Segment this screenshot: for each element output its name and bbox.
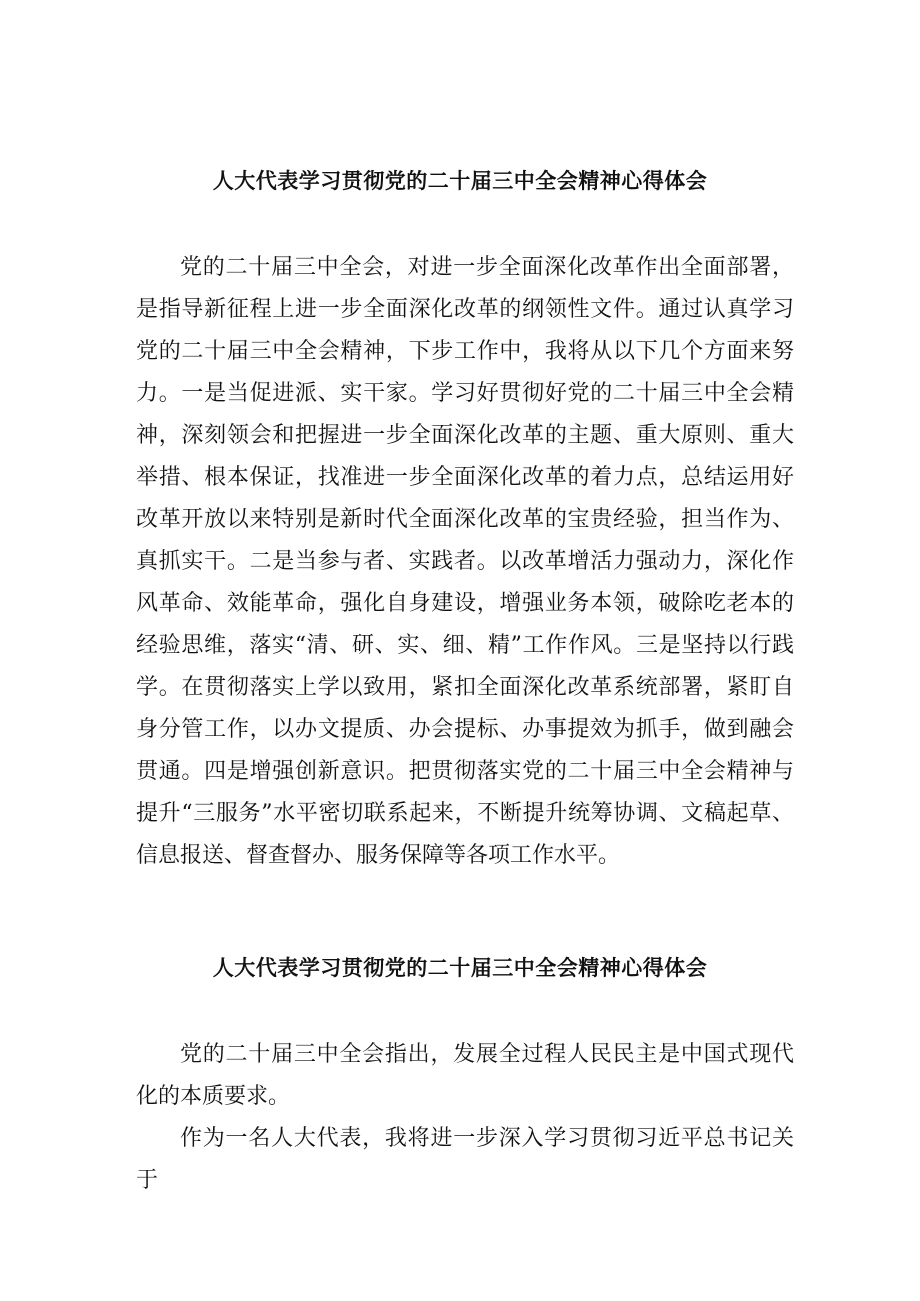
section-1-title: 人大代表学习贯彻党的二十届三中全会精神心得体会 (212, 169, 708, 193)
section-1-paragraph-1: 党的二十届三中全会，对进一步全面深化改革作出全面部署，是指导新征程上进一步全面深化改革的纲领性文件。通过认真学习党的二十届三中全会精神，下步工作中，我将从以下几个方面来努力。一是当促进派、实干家。学习好贯彻好党的二十届三中全会精神，深刻领会和把握进一步全面深化改革的主题、重大原则、重大举措、根本保证，找准进一步全面深化改革的着力点，总结运用好改革开放以来特别是新时代全面深化改革的宝贵经验，担当作为、真抓实干。二是当参与者、实践者。以改革增活力强动力，深化作风革命、效能革命，强化自身建设，增强业务本领，破除吃老本的经验思维，落实“清、研、实、细、精”工作作风。三是坚持以行践学。在贯彻落实上学以致用，紧扣全面深化改革系统部署，紧盯自身分管工作，以办文提质、办会提标、办事提效为抓手，做到融会贯通。四是增强创新意识。把贯彻落实党的二十届三中全会精神与提升“三服务”水平密切联系起来，不断提升统筹协调、文稿起草、信息报送、督查督办、服务保障等各项工作水平。 (136, 255, 794, 868)
section-2-title: 人大代表学习贯彻党的二十届三中全会精神心得体会 (212, 956, 708, 980)
section-1-body (136, 247, 794, 877)
section-2-paragraph-2: 作为一名人大代表，我将进一步深入学习贯彻习近平总书记关于 (136, 1126, 794, 1193)
section-2-body (136, 1034, 794, 1202)
section-2-paragraph-1: 党的二十届三中全会指出，发展全过程人民民主是中国式现代化的本质要求。 (136, 1042, 794, 1109)
